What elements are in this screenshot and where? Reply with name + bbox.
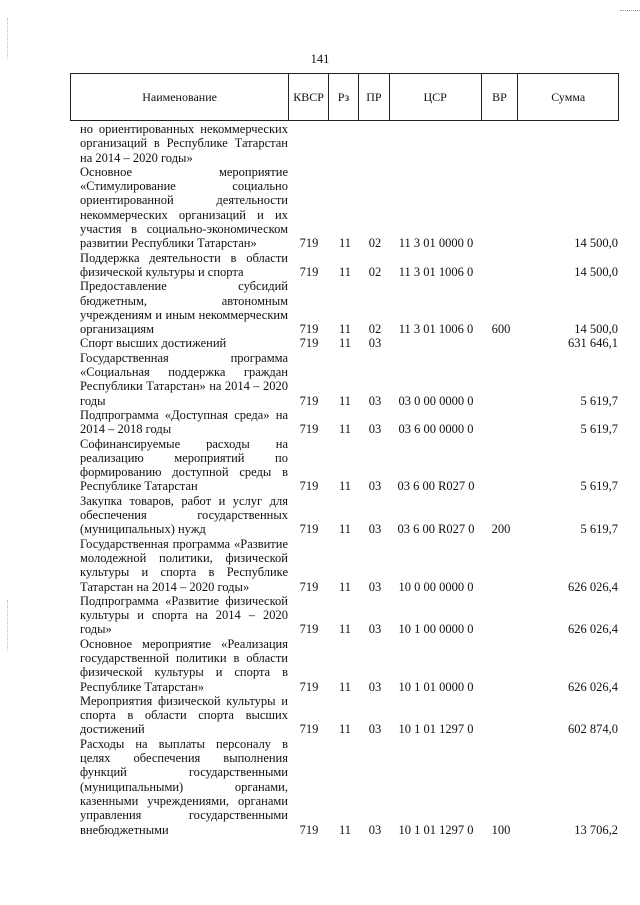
table-row bbox=[80, 336, 620, 350]
row-name: Подпрограмма «Развитие физической культуры и спорта на 2014 – 2020 годы» bbox=[80, 593, 288, 637]
row-pr: 03 bbox=[368, 522, 382, 537]
row-name: Мероприятия физической культуры и спорта в области спорта высших достижений bbox=[80, 693, 288, 737]
row-sum: 14 500,0 bbox=[574, 236, 618, 251]
row-sum: 626 026,4 bbox=[568, 622, 618, 637]
row-vr bbox=[482, 336, 520, 350]
table-row bbox=[80, 408, 620, 437]
row-sum: 602 874,0 bbox=[568, 722, 618, 737]
table-row bbox=[80, 165, 620, 251]
row-pr: 03 bbox=[368, 479, 382, 494]
row-kvsr: 719 bbox=[299, 679, 319, 694]
table-body bbox=[80, 122, 620, 837]
header-csr: ЦСР bbox=[390, 74, 482, 120]
row-vr bbox=[482, 594, 520, 637]
header-rz: Рз bbox=[329, 74, 359, 120]
row-sum: 626 026,4 bbox=[568, 679, 618, 694]
row-csr: 03 6 00 R027 0 bbox=[397, 522, 475, 537]
page-number: 141 bbox=[310, 52, 330, 66]
row-pr: 03 bbox=[368, 579, 382, 594]
row-pr: 03 bbox=[368, 393, 382, 408]
row-pr: 02 bbox=[368, 322, 382, 337]
row-rz: 11 bbox=[338, 679, 352, 694]
row-csr bbox=[390, 122, 482, 165]
row-kvsr: 719 bbox=[299, 622, 319, 637]
row-sum: 5 619,7 bbox=[580, 422, 618, 437]
corner-mark bbox=[620, 0, 640, 11]
row-rz: 11 bbox=[338, 236, 352, 251]
row-csr: 10 0 00 0000 0 bbox=[398, 579, 474, 594]
row-kvsr: 719 bbox=[299, 422, 319, 437]
row-csr: 11 3 01 1006 0 bbox=[398, 264, 474, 279]
row-rz: 11 bbox=[338, 579, 352, 594]
row-sum: 14 500,0 bbox=[574, 322, 618, 337]
row-pr bbox=[360, 122, 390, 165]
row-pr: 02 bbox=[368, 236, 382, 251]
row-rz: 11 bbox=[338, 522, 352, 537]
table-row bbox=[80, 637, 620, 694]
row-csr: 10 1 00 0000 0 bbox=[398, 622, 474, 637]
row-rz: 11 bbox=[338, 393, 352, 408]
row-vr bbox=[482, 165, 520, 251]
row-kvsr: 719 bbox=[299, 264, 319, 279]
row-rz: 11 bbox=[338, 722, 352, 737]
row-name: но ориентированных некоммерческих организаций в Республике Татарстан на 2014 – 2020 годы» bbox=[80, 122, 288, 165]
row-pr: 02 bbox=[368, 264, 382, 279]
row-rz bbox=[330, 122, 360, 165]
row-sum: 14 500,0 bbox=[574, 264, 618, 279]
header-sum: Сумма bbox=[551, 89, 586, 104]
row-kvsr: 719 bbox=[299, 393, 319, 408]
row-pr: 03 bbox=[368, 422, 382, 437]
header-vr: ВР bbox=[482, 74, 519, 120]
row-rz: 11 bbox=[338, 322, 352, 337]
table-row bbox=[80, 279, 620, 336]
table-row bbox=[80, 594, 620, 637]
row-pr: 03 bbox=[368, 722, 382, 737]
row-rz: 11 bbox=[338, 422, 352, 437]
row-vr bbox=[482, 351, 520, 408]
row-sum: 5 619,7 bbox=[580, 479, 618, 494]
table-row bbox=[80, 737, 620, 837]
row-name: Государственная программа «Социальная поддержка граждан Республики Татарстан» на 2014 – 2020 годы bbox=[80, 350, 288, 408]
row-sum: 5 619,7 bbox=[580, 522, 618, 537]
row-name: Спорт высших достижений bbox=[80, 336, 227, 351]
table-header bbox=[70, 73, 619, 121]
row-kvsr: 719 bbox=[299, 236, 319, 251]
row-name: Предоставление субсидий бюджетным, автономным учреждениям и иным некоммерческим организациям bbox=[80, 279, 288, 337]
row-name: Подпрограмма «Доступная среда» на 2014 – 2018 годы bbox=[80, 407, 288, 437]
row-rz: 11 bbox=[338, 336, 352, 351]
row-vr bbox=[482, 537, 520, 594]
table-row bbox=[80, 494, 620, 537]
table-row bbox=[80, 122, 620, 165]
table-row bbox=[80, 251, 620, 280]
row-rz: 11 bbox=[338, 264, 352, 279]
row-sum bbox=[520, 122, 620, 165]
row-name: Софинансируемые расходы на реализацию мероприятий по формированию доступной среды в Республике Татарстан bbox=[80, 436, 288, 494]
row-pr: 03 bbox=[368, 622, 382, 637]
row-kvsr: 719 bbox=[299, 522, 319, 537]
row-csr bbox=[390, 336, 482, 350]
row-vr bbox=[482, 408, 520, 437]
row-csr: 10 1 01 0000 0 bbox=[398, 679, 474, 694]
table-row bbox=[80, 537, 620, 594]
row-csr: 03 6 00 R027 0 bbox=[397, 479, 475, 494]
row-kvsr: 719 bbox=[299, 579, 319, 594]
row-vr: 600 bbox=[491, 322, 511, 337]
header-name: Наименование bbox=[71, 74, 289, 120]
row-vr bbox=[482, 637, 520, 694]
row-sum: 13 706,2 bbox=[574, 822, 618, 837]
row-kvsr: 719 bbox=[299, 479, 319, 494]
row-name: Закупка товаров, работ и услуг для обеспечения государственных (муниципальных) нужд bbox=[80, 493, 288, 537]
row-name: Поддержка деятельности в области физической культуры и спорта bbox=[80, 250, 288, 279]
row-kvsr: 719 bbox=[299, 822, 319, 837]
row-pr: 03 bbox=[368, 336, 382, 351]
table-row bbox=[80, 351, 620, 408]
row-name: Государственная программа «Развитие молодежной политики, физической культуры и спорта в Республике Татарстан на 2014 – 2020 годы» bbox=[80, 536, 288, 594]
header-kvsr: КВСР bbox=[289, 74, 329, 120]
row-sum: 631 646,1 bbox=[568, 336, 618, 351]
row-name: Расходы на выплаты персоналу в целях обеспечения выполнения функций государственными (муниципальными) органами, казенными учреждениями, органами управления государственными внебюджетными bbox=[80, 736, 288, 837]
margin-mark-bottom bbox=[7, 600, 10, 650]
table-row bbox=[80, 694, 620, 737]
row-csr: 11 3 01 1006 0 bbox=[398, 322, 474, 337]
row-name: Основное мероприятие «Реализация государственной политики в области физической культуры и спорта в Республике Татарстан» bbox=[80, 636, 288, 694]
row-sum: 626 026,4 bbox=[568, 579, 618, 594]
row-csr: 10 1 01 1297 0 bbox=[398, 722, 474, 737]
row-pr: 03 bbox=[368, 679, 382, 694]
table-row bbox=[80, 437, 620, 494]
header-pr: ПР bbox=[359, 74, 390, 120]
row-kvsr: 719 bbox=[299, 722, 319, 737]
row-csr: 11 3 01 0000 0 bbox=[398, 236, 474, 251]
row-csr: 10 1 01 1297 0 bbox=[398, 822, 474, 837]
row-vr: 100 bbox=[491, 822, 511, 837]
row-pr: 03 bbox=[368, 822, 382, 837]
row-vr bbox=[482, 694, 520, 737]
row-vr bbox=[482, 251, 520, 280]
row-name: Основное мероприятие «Стимулирование социально ориентированной деятельности некоммерческих организаций и их участия в социально-экономическом развитии Республики Татарстан» bbox=[80, 164, 288, 251]
row-rz: 11 bbox=[338, 822, 352, 837]
row-vr: 200 bbox=[491, 522, 511, 537]
row-kvsr: 719 bbox=[299, 336, 319, 351]
row-csr: 03 0 00 0000 0 bbox=[398, 393, 474, 408]
row-vr bbox=[482, 122, 520, 165]
row-csr: 03 6 00 0000 0 bbox=[398, 422, 474, 437]
row-kvsr bbox=[288, 122, 330, 165]
row-rz: 11 bbox=[338, 479, 352, 494]
row-kvsr: 719 bbox=[299, 322, 319, 337]
row-vr bbox=[482, 437, 520, 494]
row-rz: 11 bbox=[338, 622, 352, 637]
row-sum: 5 619,7 bbox=[580, 393, 618, 408]
